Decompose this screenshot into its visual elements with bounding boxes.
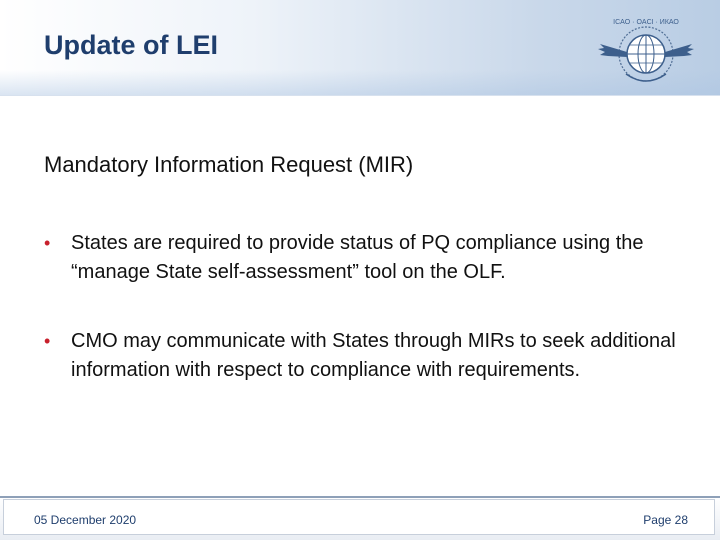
slide-title: Update of LEI	[44, 30, 218, 60]
bullet-dot-icon: •	[44, 331, 51, 351]
slide-header	[0, 0, 720, 96]
bullet-item	[44, 327, 684, 385]
bullet-list	[44, 229, 684, 425]
slide-subheading: Mandatory Information Request (MIR)	[44, 152, 414, 177]
bullet-text: States are required to provide status of PQ compliance using the “manage State self-assessment” tool on the OLF.	[71, 232, 644, 283]
footer-divider	[0, 496, 720, 498]
footer-date: 05 December 2020	[34, 513, 137, 527]
slide-footer	[0, 496, 720, 540]
logo-text: ICAO · OACI · ИКАО	[613, 19, 679, 26]
icao-emblem-icon	[596, 14, 696, 92]
bullet-dot-icon: •	[44, 233, 51, 253]
bullet-item	[44, 229, 684, 287]
page-number: Page 28	[643, 513, 688, 527]
bullet-text: CMO may communicate with States through MIRs to seek additional information with respect to compliance with requirements.	[71, 330, 676, 381]
header-divider	[0, 95, 720, 96]
